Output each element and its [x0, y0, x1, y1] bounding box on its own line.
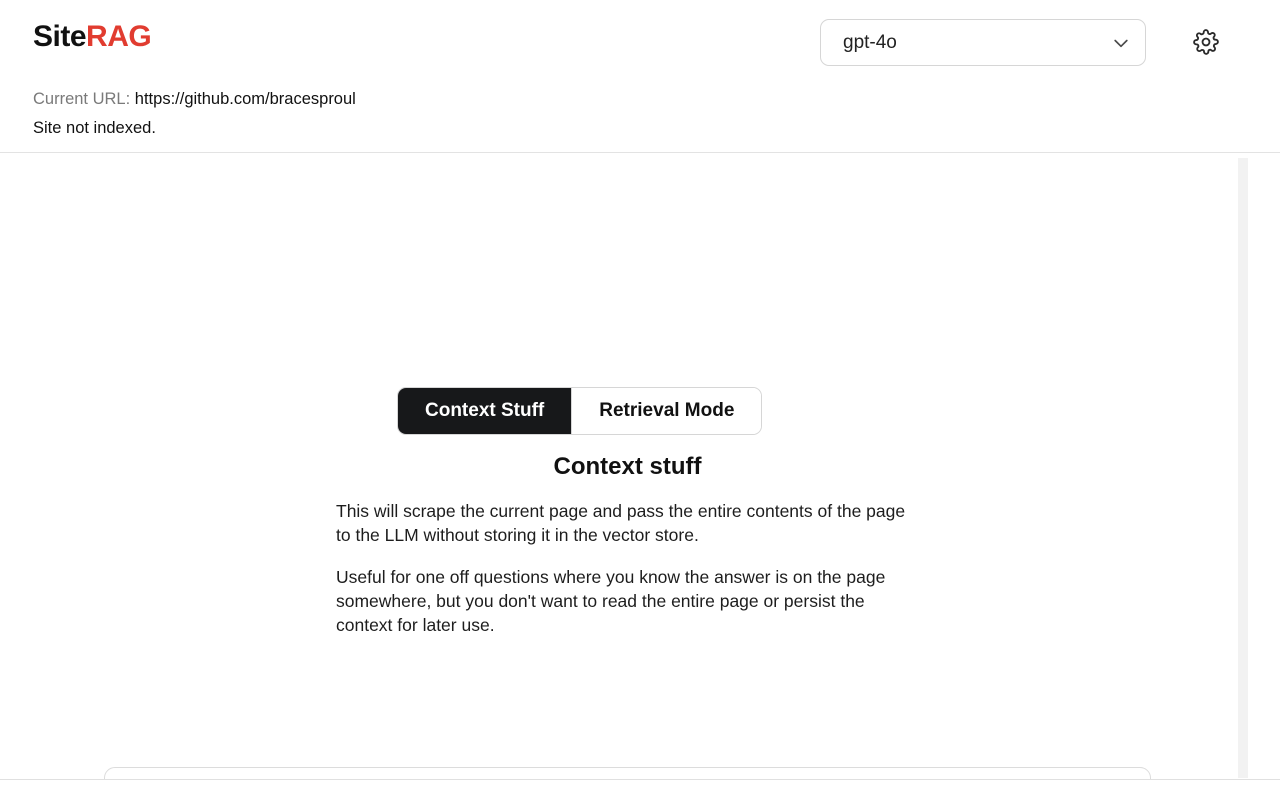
- chevron-down-icon: [1111, 33, 1131, 53]
- app-header: [0, 0, 1280, 80]
- panel-title: Context stuff: [553, 453, 702, 480]
- panel-description: [336, 499, 918, 637]
- main-content: [0, 153, 1280, 779]
- tab-context-stuff[interactable]: Context Stuff: [398, 388, 571, 434]
- tab-retrieval-mode[interactable]: Retrieval Mode: [571, 388, 761, 434]
- logo-text-site: Site: [33, 20, 87, 53]
- current-url-label: Current URL:: [33, 90, 131, 108]
- panel-paragraph-2: Useful for one off questions where you know the answer is on the page somewhere, but you don't want to read the entire page or persist the context for later use.: [336, 567, 886, 635]
- model-select[interactable]: [820, 19, 1146, 66]
- gear-icon: [1193, 29, 1219, 58]
- logo-text-rag: RAG: [86, 20, 152, 53]
- url-status-row: [0, 80, 1280, 152]
- mode-tabs: [397, 387, 762, 435]
- index-status-text: Site not indexed.: [33, 119, 156, 137]
- app-logo: [33, 22, 151, 52]
- panel-paragraph-1: This will scrape the current page and pass the entire contents of the page to the LLM without storing it in the vector store.: [336, 501, 906, 545]
- content-scrollbar-thumb[interactable]: [1238, 158, 1248, 458]
- bottom-bar: [0, 779, 1280, 800]
- current-url-value: https://github.com/bracesproul: [134, 90, 356, 108]
- model-select-value: gpt-4o: [843, 31, 897, 53]
- right-gutter: [1252, 153, 1280, 779]
- current-url-line: [33, 90, 356, 109]
- settings-button[interactable]: [1192, 29, 1220, 57]
